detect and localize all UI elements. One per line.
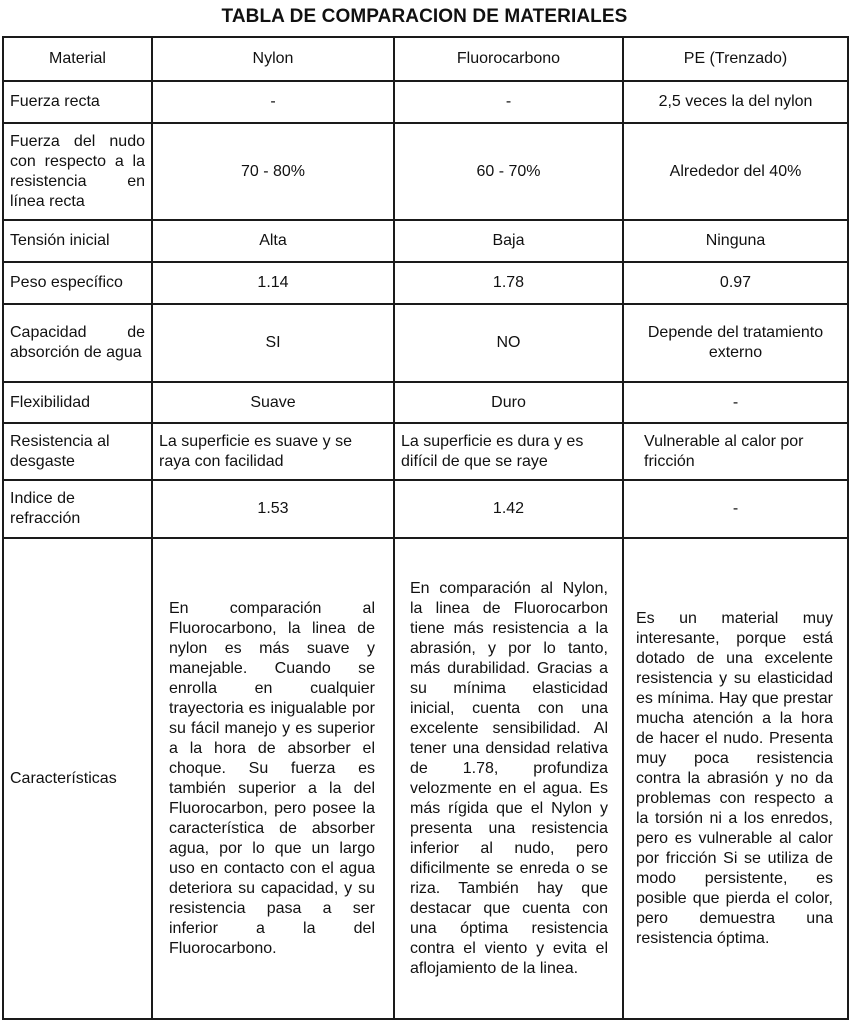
table-cell: Duro bbox=[394, 382, 623, 423]
table-cell: En comparación al Fluorocarbono, la linea de nylon es más suave y manejable. Cuando se enrolla en cualquier trayectoria es inigualable por su fácil manejo y es superior a la hora de absorber el choque. Su fuerza es también superior a la del Fluorocarbon, pero posee la característica de absorber agua, por lo que un largo uso en contacto con el agua deteriora su capacidad, y su resistencia pasa a ser inferior a la del Fluorocarbono. bbox=[152, 538, 394, 1019]
header-nylon: Nylon bbox=[152, 37, 394, 81]
table-cell: Suave bbox=[152, 382, 394, 423]
table-row bbox=[3, 538, 848, 1019]
table-cell: 1.78 bbox=[394, 262, 623, 304]
row-label: Características bbox=[3, 538, 152, 1019]
table-cell: - bbox=[394, 81, 623, 123]
table-row bbox=[3, 220, 848, 262]
table-cell: - bbox=[152, 81, 394, 123]
header-pe-trenzado: PE (Trenzado) bbox=[623, 37, 848, 81]
page-title: TABLA DE COMPARACION DE MATERIALES bbox=[221, 6, 628, 27]
table-cell: 0.97 bbox=[623, 262, 848, 304]
table-row bbox=[3, 304, 848, 382]
table-cell: 1.42 bbox=[394, 480, 623, 538]
table-cell: NO bbox=[394, 304, 623, 382]
row-label: Indice de refracción bbox=[3, 480, 152, 538]
row-label: Tensión inicial bbox=[3, 220, 152, 262]
row-label: Flexibilidad bbox=[3, 382, 152, 423]
table-row bbox=[3, 123, 848, 220]
table-row bbox=[3, 81, 848, 123]
table-cell: Es un material muy interesante, porque está dotado de una excelente resistencia y su elasticidad es mínima. Hay que prestar mucha atención a la hora de hacer el nudo. Presenta muy poca resistencia contra la abrasión y no da problemas con respecto a la torsión ni a los enredos, pero es vulnerable al calor por fricción Si se utiliza de modo persistente, es posible que pierda el color, pero demuestra una resistencia óptima. bbox=[623, 538, 848, 1019]
row-label: Resistencia al desgaste bbox=[3, 423, 152, 480]
table-cell: Depende del tratamiento externo bbox=[623, 304, 848, 382]
table-cell: - bbox=[623, 382, 848, 423]
table-cell: La superficie es dura y es difícil de que se raye bbox=[394, 423, 623, 480]
table-cell: 2,5 veces la del nylon bbox=[623, 81, 848, 123]
table-cell: SI bbox=[152, 304, 394, 382]
header-row bbox=[3, 37, 848, 81]
table-row bbox=[3, 382, 848, 423]
table-cell: 1.53 bbox=[152, 480, 394, 538]
header-material: Material bbox=[3, 37, 152, 81]
row-label: Fuerza recta bbox=[3, 81, 152, 123]
header-fluorocarbono: Fluorocarbono bbox=[394, 37, 623, 81]
table-cell: Vulnerable al calor por fricción bbox=[623, 423, 848, 480]
table-row bbox=[3, 480, 848, 538]
row-label: Fuerza del nudo con respecto a la resistencia en línea recta bbox=[3, 123, 152, 220]
table-row bbox=[3, 423, 848, 480]
table-cell: En comparación al Nylon, la linea de Fluorocarbon tiene más resistencia a la abrasión, y por lo tanto, más durabilidad. Gracias a su mínima elasticidad inicial, cuenta con una excelente sensibilidad. Al tener una densidad relativa de 1.78, profundiza velozmente en el agua. Es más rígida que el Nylon y presenta una resistencia inferior al nudo, pero dificilmente se enreda o se riza. También hay que destacar que cuenta con una óptima resistencia contra el viento y evita el aflojamiento de la linea. bbox=[394, 538, 623, 1019]
table-cell: La superficie es suave y se raya con facilidad bbox=[152, 423, 394, 480]
table-cell: 60 - 70% bbox=[394, 123, 623, 220]
table-row bbox=[3, 262, 848, 304]
table-cell: 1.14 bbox=[152, 262, 394, 304]
row-label: Peso específico bbox=[3, 262, 152, 304]
table-cell: Alta bbox=[152, 220, 394, 262]
table-cell: 70 - 80% bbox=[152, 123, 394, 220]
table-cell: - bbox=[623, 480, 848, 538]
row-label: Capacidad de absorción de agua bbox=[3, 304, 152, 382]
table-cell: Ninguna bbox=[623, 220, 848, 262]
comparison-table bbox=[2, 36, 849, 1020]
table-cell: Baja bbox=[394, 220, 623, 262]
table-cell: Alrededor del 40% bbox=[623, 123, 848, 220]
